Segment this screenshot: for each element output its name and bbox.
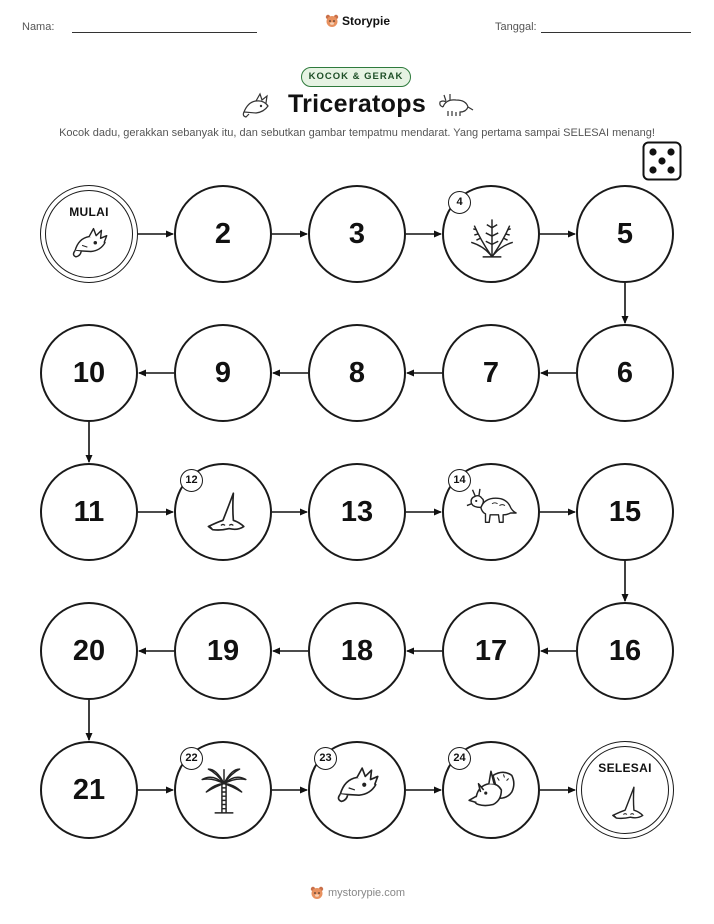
fern-plant-icon (466, 209, 518, 266)
space-number: 9 (214, 356, 232, 389)
space-number-badge: 4 (448, 191, 471, 214)
space-number: 16 (608, 634, 642, 667)
space-number: 15 (608, 495, 642, 528)
board-space-3[interactable] (308, 185, 406, 283)
board-space-9[interactable] (174, 324, 272, 422)
space-number: 19 (206, 634, 240, 667)
palm-tree-icon (198, 765, 250, 822)
space-number: 20 (72, 634, 106, 667)
horn-icon (604, 782, 648, 831)
space-number-badge: 14 (448, 469, 471, 492)
board-space-13[interactable] (308, 463, 406, 561)
board-space-11[interactable] (40, 463, 138, 561)
space-number: 17 (474, 634, 508, 667)
space-number: 6 (616, 356, 634, 389)
space-number: 11 (73, 495, 105, 528)
space-number-badge: 23 (314, 747, 337, 770)
board-space-7[interactable] (442, 324, 540, 422)
space-number: 5 (616, 217, 634, 250)
footer-site: mystorypie.com (328, 887, 406, 899)
board-space-14[interactable] (442, 463, 540, 561)
board-space-24[interactable] (442, 741, 540, 839)
space-number-badge: 24 (448, 747, 471, 770)
space-number: 13 (340, 495, 374, 528)
board-space-22[interactable] (174, 741, 272, 839)
space-label: SELESAI (598, 761, 652, 775)
board-space-16[interactable] (576, 602, 674, 700)
space-number: 18 (340, 634, 374, 667)
space-label: MULAI (69, 205, 109, 219)
date-label: Tanggal: (495, 21, 537, 33)
brand-name: Storypie (342, 14, 391, 28)
triceratops-head-icon (466, 765, 518, 822)
finish-space[interactable] (576, 741, 674, 839)
page-title: Triceratops (287, 90, 427, 118)
activity-badge: KOCOK & GERAK (301, 67, 411, 87)
space-number-badge: 22 (180, 747, 203, 770)
board-space-15[interactable] (576, 463, 674, 561)
board-space-18[interactable] (308, 602, 406, 700)
parrot-head-icon (68, 226, 112, 266)
board-space-17[interactable] (442, 602, 540, 700)
instructions-text: Kocok dadu, gerakkan sebanyak itu, dan sebutkan gambar tempatmu mendarat. Yang pertama sampai SELESAI menang! (59, 127, 655, 139)
footer (310, 886, 405, 900)
parrot-head-icon (332, 765, 384, 812)
board-space-2[interactable] (174, 185, 272, 283)
board-space-6[interactable] (576, 324, 674, 422)
board-space-10[interactable] (40, 324, 138, 422)
space-number: 10 (72, 356, 106, 389)
board-space-21[interactable] (40, 741, 138, 839)
horn-icon (198, 487, 250, 544)
space-number: 3 (348, 217, 366, 250)
board-space-23[interactable] (308, 741, 406, 839)
board-space-5[interactable] (576, 185, 674, 283)
board-space-12[interactable] (174, 463, 272, 561)
start-space[interactable] (40, 185, 138, 283)
space-number-badge: 12 (180, 469, 203, 492)
name-label: Nama: (22, 21, 55, 33)
space-number: 21 (72, 773, 106, 806)
board-space-4[interactable] (442, 185, 540, 283)
space-number: 7 (482, 356, 500, 389)
storypie-bear-icon (310, 886, 324, 900)
board-space-19[interactable] (174, 602, 272, 700)
triceratops-icon (466, 487, 518, 531)
space-number: 2 (214, 217, 232, 250)
board-space-8[interactable] (308, 324, 406, 422)
space-number: 8 (348, 356, 366, 389)
board-space-20[interactable] (40, 602, 138, 700)
